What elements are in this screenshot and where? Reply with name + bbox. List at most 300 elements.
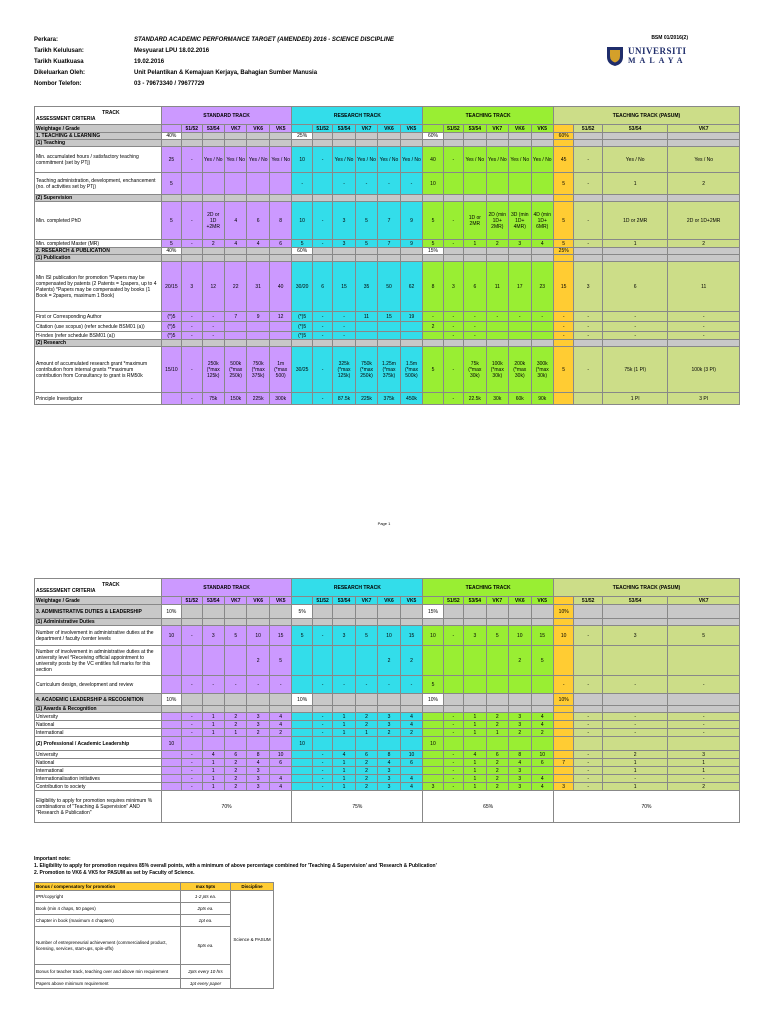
te-cell: 4 [509, 759, 531, 767]
te-cell [464, 195, 486, 202]
s-cell: (*)5 [161, 312, 181, 322]
criteria-label: (1) Administrative Duties [35, 619, 162, 626]
criteria-label: Min. completed Master (MR) [35, 240, 162, 248]
r-cell: 750k (*max 250k) [355, 347, 377, 393]
grade-header: 53/54 [464, 125, 486, 133]
s-cell [247, 248, 269, 255]
te-cell [443, 140, 463, 147]
te-cell: - [443, 312, 463, 322]
pasum-cell: - [668, 713, 740, 721]
r-cell [333, 340, 355, 347]
r-cell [355, 255, 377, 262]
grade-header: 51/52 [574, 125, 603, 133]
te-cell: 6 [486, 751, 508, 759]
te-cell: 3 [509, 721, 531, 729]
te-cell [423, 195, 443, 202]
te-cell [531, 767, 553, 775]
document-ref: BSM 01/2016(2) [651, 35, 688, 41]
te-cell: 8 [423, 262, 443, 312]
s-cell [182, 255, 202, 262]
bonus-points: 2pts every 10 hrs [181, 965, 231, 979]
grade-header: 53/54 [333, 597, 355, 605]
grade-header: VK6 [247, 597, 269, 605]
r-cell: 5 [355, 240, 377, 248]
te-cell [443, 173, 463, 195]
pasum-cell [668, 619, 740, 626]
r-cell: - [312, 626, 332, 646]
s-cell: 1 [202, 759, 224, 767]
r-cell: 8 [378, 751, 400, 759]
criteria-label: National [35, 721, 162, 729]
r-cell [333, 737, 355, 751]
r-cell [378, 332, 400, 340]
te-cell [486, 140, 508, 147]
r-cell: 4 [378, 759, 400, 767]
te-cell: 6 [531, 759, 553, 767]
issued-key: Dikeluarkan Oleh: [34, 70, 86, 76]
criteria-label: (2) Professional / Academic Leadership [35, 737, 162, 751]
te-cell: 10 [423, 737, 443, 751]
te-cell: - [443, 202, 463, 240]
te-cell: Yes / No [464, 147, 486, 173]
pasum-cell: - [668, 676, 740, 694]
subject-value: STANDARD ACADEMIC PERFORMANCE TARGET (AMENDED) 2016 - SCIENCE DISCIPLINE [134, 37, 394, 43]
pasum-cell: - [574, 713, 603, 721]
te-cell [464, 248, 486, 255]
r-cell [312, 605, 332, 619]
te-cell [423, 751, 443, 759]
r-cell [400, 605, 423, 619]
s-cell [247, 737, 269, 751]
te-cell: - [423, 312, 443, 322]
te-cell [531, 676, 553, 694]
bonus-item: Number of entrepreneurial achievement (commercialised product, licensing, services, start-ups, spin-offs) [35, 927, 181, 965]
s-cell [182, 694, 202, 706]
te-cell [486, 173, 508, 195]
s-cell: - [202, 676, 224, 694]
te-cell: 60k [509, 393, 531, 405]
s-cell: 5 [161, 202, 181, 240]
te-cell [464, 646, 486, 676]
te-cell: 4 [464, 751, 486, 759]
pasum-cell [553, 713, 573, 721]
criteria-label: University [35, 751, 162, 759]
s-cell: 3 [247, 713, 269, 721]
pasum-cell [574, 248, 603, 255]
pasum-cell: - [668, 729, 740, 737]
pasum-cell [602, 694, 667, 706]
s-cell [182, 173, 202, 195]
pasum-cell: 25% [553, 248, 573, 255]
s-cell [182, 706, 202, 713]
s-cell [269, 737, 292, 751]
te-cell [531, 694, 553, 706]
pasum-cell [668, 340, 740, 347]
pasum-cell [668, 195, 740, 202]
r-cell: 2 [378, 729, 400, 737]
s-cell [247, 322, 269, 332]
s-cell [224, 195, 246, 202]
s-cell: - [269, 676, 292, 694]
te-cell: 4 [531, 721, 553, 729]
te-cell [423, 759, 443, 767]
weightage-label: Weightage / Grade [35, 125, 162, 133]
grade-header: 51/52 [574, 597, 603, 605]
criteria-label: Curriculum design, development and review [35, 676, 162, 694]
s-cell [224, 605, 246, 619]
teaching-track-header: TEACHING TRACK [423, 107, 554, 125]
pasum-cell [602, 619, 667, 626]
grade-header: VK5 [269, 125, 292, 133]
pasum-cell [574, 605, 603, 619]
te-cell [531, 322, 553, 332]
s-cell [224, 133, 246, 140]
r-cell [400, 619, 423, 626]
r-cell [292, 751, 312, 759]
s-cell [161, 706, 181, 713]
s-cell: - [202, 312, 224, 322]
r-cell: 1.25m (*max 375k) [378, 347, 400, 393]
te-cell [509, 676, 531, 694]
te-cell [423, 775, 443, 783]
s-cell: 4 [224, 202, 246, 240]
criteria-label: 4. ACADEMIC LEADERSHIP & RECOGNITION [35, 694, 162, 706]
r-cell: - [312, 347, 332, 393]
pasum-cell: - [574, 783, 603, 791]
r-cell: - [333, 312, 355, 322]
r-cell [378, 140, 400, 147]
s-cell [224, 619, 246, 626]
r-cell [355, 322, 377, 332]
s-cell [224, 173, 246, 195]
s-cell: 31 [247, 262, 269, 312]
te-cell: 200k (*max 30k) [509, 347, 531, 393]
r-cell [292, 340, 312, 347]
s-cell: 40 [269, 262, 292, 312]
r-cell: - [312, 202, 332, 240]
te-cell: - [443, 759, 463, 767]
s-cell: - [182, 713, 202, 721]
s-cell [269, 255, 292, 262]
criteria-label: National [35, 759, 162, 767]
s-cell: 10 [161, 626, 181, 646]
te-cell: - [443, 147, 463, 173]
r-cell [400, 255, 423, 262]
pasum-cell: 1 [602, 767, 667, 775]
r-cell: 30/25 [292, 347, 312, 393]
r-cell: 5 [355, 626, 377, 646]
s-cell: - [182, 240, 202, 248]
pasum-cell: - [602, 676, 667, 694]
pasum-cell: 1 [602, 783, 667, 791]
criteria-label: International [35, 767, 162, 775]
logo-line-2: MALAYA [628, 56, 687, 65]
s-cell [161, 393, 181, 405]
r-cell: - [378, 676, 400, 694]
criteria-label: (1) Teaching [35, 140, 162, 147]
r-cell [312, 133, 332, 140]
pasum-cell: - [602, 713, 667, 721]
r-cell [355, 248, 377, 255]
pasum-cell: - [668, 322, 740, 332]
te-cell [509, 133, 531, 140]
te-cell: 2 [531, 729, 553, 737]
te-cell: 15% [423, 248, 443, 255]
pasum-cell: - [574, 173, 603, 195]
pasum-cell: - [602, 312, 667, 322]
s-cell: - [224, 676, 246, 694]
s-cell [224, 706, 246, 713]
grade-header: VK6 [378, 597, 400, 605]
criteria-label: (2) Supervision [35, 195, 162, 202]
r-cell: 6 [400, 759, 423, 767]
crest-icon [606, 45, 624, 67]
r-cell: - [312, 759, 332, 767]
te-cell: 30k [486, 393, 508, 405]
r-cell: 4 [400, 775, 423, 783]
s-cell: 2 [224, 783, 246, 791]
r-cell: - [333, 173, 355, 195]
r-cell [292, 676, 312, 694]
r-cell [312, 248, 332, 255]
criteria-label: International [35, 729, 162, 737]
te-cell: 2 [486, 713, 508, 721]
r-cell [400, 340, 423, 347]
r-cell: 5 [292, 626, 312, 646]
pasum-cell: - [574, 626, 603, 646]
criteria-label: Internationalisation initiatives [35, 775, 162, 783]
te-cell: 3 [509, 713, 531, 721]
r-cell: - [292, 173, 312, 195]
s-cell [202, 706, 224, 713]
te-cell: 3D (min 1D+ 4MR) [509, 202, 531, 240]
pasum-cell: 5 [553, 173, 573, 195]
grade-header: VK7 [224, 125, 246, 133]
criteria-label: H-index (refer schedule BSM01 (a)) [35, 332, 162, 340]
s-cell: - [182, 676, 202, 694]
s-cell: 6 [224, 751, 246, 759]
te-cell: 1D or 2MR [464, 202, 486, 240]
te-cell: - [443, 713, 463, 721]
s-cell: 10 [269, 751, 292, 759]
criteria-label: Min ISI publication for promotion *Papers may be compensated by patents (2 Patents = 1papers, up to 4 Patents) *Papers may be compensated by books (1 Book = 2papers, maximum 1 Book) [35, 262, 162, 312]
grade-header: 53/54 [602, 597, 667, 605]
s-cell: 2 [224, 775, 246, 783]
r-cell [333, 133, 355, 140]
te-cell [464, 676, 486, 694]
s-cell [182, 133, 202, 140]
s-cell [247, 173, 269, 195]
te-cell: 300k (*max 30k) [531, 347, 553, 393]
criteria-label: (1) Awards & Recognition [35, 706, 162, 713]
s-cell [161, 729, 181, 737]
bonus-points: 5pts ea. [181, 927, 231, 965]
r-cell: 2 [355, 775, 377, 783]
s-cell [224, 255, 246, 262]
pasum-cell: 1 [668, 759, 740, 767]
pasum-cell [668, 133, 740, 140]
te-cell: 1 [464, 721, 486, 729]
pasum-cell [553, 393, 573, 405]
pasum-cell: - [553, 332, 573, 340]
s-cell [247, 255, 269, 262]
r-cell: - [312, 312, 332, 322]
pasum-cell: 7 [553, 759, 573, 767]
criteria-label: University [35, 713, 162, 721]
s-cell [182, 248, 202, 255]
r-cell: 2 [400, 646, 423, 676]
grade-header: VK7 [668, 597, 740, 605]
te-cell [443, 706, 463, 713]
te-cell: 40 [423, 147, 443, 173]
pasum-cell [602, 195, 667, 202]
pasum-track-header: TEACHING TRACK (PASUM) [553, 107, 739, 125]
pasum-cell: - [668, 721, 740, 729]
grade-header: 53/54 [464, 597, 486, 605]
s-cell [202, 195, 224, 202]
pasum-cell [574, 340, 603, 347]
s-cell: 4 [202, 751, 224, 759]
r-cell: 10 [400, 751, 423, 759]
te-cell: - [531, 312, 553, 322]
pasum-cell [553, 619, 573, 626]
s-cell [161, 759, 181, 767]
pasum-cell: - [574, 240, 603, 248]
r-cell: (*)5 [292, 332, 312, 340]
s-cell [247, 133, 269, 140]
s-cell: 5 [161, 173, 181, 195]
te-cell [443, 619, 463, 626]
r-cell: Yes / No [355, 147, 377, 173]
pasum-cell [602, 140, 667, 147]
te-cell: 10% [423, 694, 443, 706]
pasum-cell: 5 [553, 347, 573, 393]
pasum-cell: 5 [553, 202, 573, 240]
r-cell: 5 [292, 240, 312, 248]
pasum-cell: 10% [553, 605, 573, 619]
te-cell: - [486, 312, 508, 322]
te-cell [423, 706, 443, 713]
te-cell: 4 [531, 775, 553, 783]
te-cell [423, 713, 443, 721]
te-cell [509, 322, 531, 332]
grade-header: VK6 [509, 597, 531, 605]
pasum-cell: - [602, 721, 667, 729]
pasum-cell: 15 [553, 262, 573, 312]
te-cell [423, 393, 443, 405]
pasum-cell: - [574, 759, 603, 767]
subject-key: Perkara: [34, 37, 59, 43]
criteria-label: 2. RESEARCH & PUBLICATION [35, 248, 162, 255]
te-cell [509, 140, 531, 147]
r-cell: - [312, 751, 332, 759]
te-cell: 10 [423, 173, 443, 195]
r-cell: - [312, 393, 332, 405]
r-cell [312, 737, 332, 751]
s-cell: 2D or 1D +2MR [202, 202, 224, 240]
te-cell [486, 619, 508, 626]
te-cell: - [443, 729, 463, 737]
bonus-header: Bonus / compensatory for promotion [35, 883, 181, 891]
pasum-cell [602, 340, 667, 347]
te-cell: 10 [531, 751, 553, 759]
te-cell [486, 605, 508, 619]
r-cell [292, 783, 312, 791]
criteria-label: Min. completed PhD [35, 202, 162, 240]
pasum-cell [668, 248, 740, 255]
pasum-cell [574, 694, 603, 706]
s-cell [182, 605, 202, 619]
te-cell: 2D (min 1D+ 2MR) [486, 202, 508, 240]
pasum-cell [602, 706, 667, 713]
criteria-label: (2) Research [35, 340, 162, 347]
r-cell: - [312, 322, 332, 332]
s-cell [202, 646, 224, 676]
s-cell: 2 [224, 713, 246, 721]
te-cell: 11 [486, 262, 508, 312]
s-cell [247, 706, 269, 713]
grade-header: VK7 [355, 597, 377, 605]
pasum-cell [602, 255, 667, 262]
s-cell: Yes / No [269, 147, 292, 173]
te-cell [531, 605, 553, 619]
te-cell [509, 694, 531, 706]
s-cell [224, 737, 246, 751]
performance-table-page1 [34, 106, 740, 405]
pasum-cell [553, 721, 573, 729]
s-cell: - [182, 775, 202, 783]
grade-header: 51/52 [443, 597, 463, 605]
r-cell [378, 195, 400, 202]
s-cell [182, 340, 202, 347]
te-cell: - [509, 312, 531, 322]
s-cell: 300k [269, 393, 292, 405]
pasum-cell: 3 [574, 262, 603, 312]
r-cell: - [312, 240, 332, 248]
te-cell: 5 [531, 646, 553, 676]
te-cell [486, 332, 508, 340]
te-cell: 4 [531, 240, 553, 248]
r-cell [400, 133, 423, 140]
s-cell: 500k (*max 250k) [224, 347, 246, 393]
s-cell: 25 [161, 147, 181, 173]
s-cell [182, 140, 202, 147]
s-cell [182, 646, 202, 676]
criteria-label: (1) Publication [35, 255, 162, 262]
s-cell [269, 332, 292, 340]
r-cell [400, 332, 423, 340]
r-cell: 2 [400, 729, 423, 737]
te-cell [443, 605, 463, 619]
r-cell [378, 694, 400, 706]
r-cell: 6 [312, 262, 332, 312]
te-cell: 1 [464, 759, 486, 767]
te-cell [443, 737, 463, 751]
r-cell [333, 140, 355, 147]
r-cell [312, 646, 332, 676]
r-cell [333, 619, 355, 626]
pasum-cell: 2 [602, 751, 667, 759]
te-cell [443, 133, 463, 140]
te-cell: 1 [464, 783, 486, 791]
r-cell: 3 [333, 626, 355, 646]
r-cell: - [333, 322, 355, 332]
pasum-cell: 1 PI [602, 393, 667, 405]
te-cell: - [443, 393, 463, 405]
r-cell: 15 [378, 312, 400, 322]
pasum-cell: - [574, 767, 603, 775]
s-cell [161, 646, 181, 676]
